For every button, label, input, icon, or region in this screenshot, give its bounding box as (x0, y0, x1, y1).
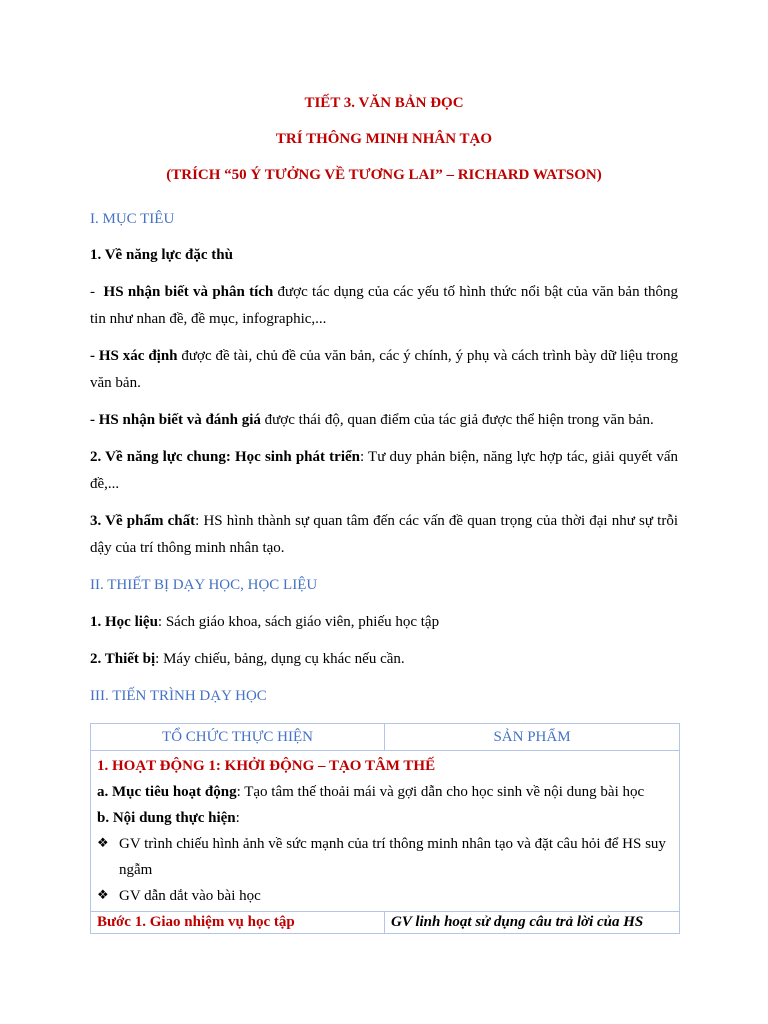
section-process-heading: III. TIẾN TRÌNH DẠY HỌC (90, 688, 267, 704)
general-competence-paragraph (90, 444, 678, 498)
bold-lead: 2. Thiết bị (90, 651, 156, 667)
devices-paragraph (90, 646, 678, 673)
activity-content (97, 805, 673, 831)
objective-paragraph-3 (90, 407, 678, 434)
bold-lead: - HS nhận biết và đánh giá (90, 412, 261, 428)
paragraph-text: : HS hình thành sự quan tâm đến các vấn đề quan trọng của thời đại như sự trỗi dậy của trí thông minh nhân tạo. (90, 513, 678, 556)
lesson-plan-table (90, 723, 680, 934)
header-product: SẢN PHẨM (385, 724, 680, 751)
subsection-label: 1. Về năng lực đặc thù (90, 247, 233, 263)
paragraph-text: được đề tài, chủ đề của văn bản, các ý chính, ý phụ và cách trình bày dữ liệu trong văn bản. (90, 348, 678, 391)
bold-lead: - HS xác định (90, 348, 178, 364)
section-equipment-heading: II. THIẾT BỊ DẠY HỌC, HỌC LIỆU (90, 577, 318, 593)
section-objectives-heading: I. MỤC TIÊU (90, 211, 175, 227)
objective-paragraph-2 (90, 343, 678, 397)
paragraph-text: được thái độ, quan điểm của tác giả được thể hiện trong văn bản. (260, 412, 654, 428)
qualities-paragraph (90, 508, 678, 562)
materials-paragraph (90, 609, 678, 636)
activity-cell (91, 751, 680, 912)
text-source: (TRÍCH “50 Ý TƯỞNG VỀ TƯƠNG LAI” – RICHARD WATSON) (166, 167, 602, 183)
document-page (90, 88, 678, 934)
list-item (97, 883, 673, 909)
subsection-specific-competence (90, 242, 678, 269)
table-row (91, 751, 680, 912)
bold-lead: 1. Học liệu (90, 614, 158, 630)
step-cell: Bước 1. Giao nhiệm vụ học tập (91, 912, 385, 934)
bold-lead: 3. Về phẩm chất (90, 513, 196, 529)
table-header-row (91, 724, 680, 751)
paragraph-text: : Máy chiếu, bảng, dụng cụ khác nếu cần. (155, 651, 405, 667)
diamond-bullet-icon: ❖ (97, 836, 109, 851)
dash: - (90, 284, 100, 300)
goal-text: : Tạo tâm thế thoải mái và gợi dẫn cho học sinh về nội dung bài học (236, 784, 645, 800)
list-item-text: GV trình chiếu hình ảnh về sức mạnh của trí thông minh nhân tạo và đặt câu hỏi để HS suy ngẫm (119, 836, 666, 878)
paragraph-text: : Sách giáo khoa, sách giáo viên, phiếu học tập (157, 614, 440, 630)
content-text: : (235, 810, 240, 826)
bold-lead: HS nhận biết và phân tích (103, 284, 274, 300)
bold-lead: b. Nội dung thực hiện (97, 810, 236, 826)
list-item (97, 831, 673, 883)
product-cell: GV linh hoạt sử dụng câu trả lời của HS (385, 912, 680, 934)
diamond-bullet-icon: ❖ (97, 888, 109, 903)
header-organization: TỔ CHỨC THỰC HIỆN (91, 724, 385, 751)
bold-lead: 2. Về năng lực chung: Học sinh phát triển (90, 449, 360, 465)
paragraph-text: được tác dụng của các yếu tố hình thức nổi bật của văn bản thông tin như nhan đề, đề mục, infographic,... (90, 284, 679, 327)
activity-goal (97, 779, 673, 805)
list-item-text: GV dẫn dắt vào bài học (119, 888, 261, 904)
bold-lead: a. Mục tiêu hoạt động (97, 784, 237, 800)
text-title: TRÍ THÔNG MINH NHÂN TẠO (275, 131, 493, 147)
objective-paragraph-1 (90, 279, 678, 333)
paragraph-text: : Tư duy phản biện, năng lực hợp tác, giải quyết vấn đề,... (90, 449, 678, 492)
activity-title: 1. HOẠT ĐỘNG 1: KHỞI ĐỘNG – TẠO TÂM THẾ (97, 758, 436, 774)
table-row (91, 912, 680, 934)
lesson-title: TIẾT 3. VĂN BẢN ĐỌC (304, 95, 464, 111)
